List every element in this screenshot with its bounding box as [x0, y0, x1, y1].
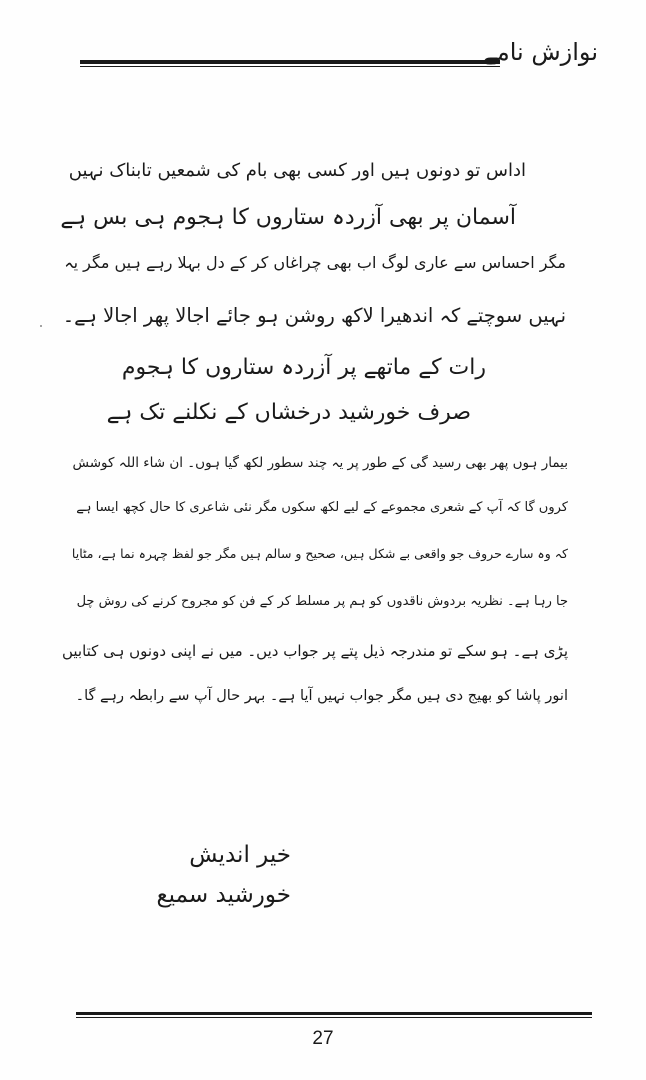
- prose-line-5: پڑی ہے۔ ہو سکے تو مندرجہ ذیل پتے پر جواب دیں۔ میں نے اپنی دونوں ہی کتابیں: [61, 642, 568, 660]
- running-header: [80, 38, 598, 78]
- poem-line-2: آسمان پر بھی آزردہ ستاروں کا ہجوم ہی بس ہے: [60, 205, 516, 230]
- poem-line-3: مگر احساس سے عاری لوگ اب بھی چراغاں کر کے دل بہلا رہے ہیں مگر یہ: [64, 253, 566, 272]
- prose-line-6: انور پاشا کو بھیج دی ہیں مگر جواب نہیں آیا ہے۔ بہر حال آپ سے رابطہ رہے گا۔: [75, 688, 568, 704]
- signature-name: خورشید سمیع: [156, 882, 291, 908]
- prose-line-4: جا رہا ہے۔ نظریہ بردوش ناقدوں کو ہم پر مسلط کر کے فن کو مجروح کرنے کی روش چل: [76, 594, 568, 609]
- prose-line-1: بیمار ہوں پھر بھی رسید گی کے طور پر یہ چند سطور لکھ گیا ہوں۔ ان شاء اللہ کوشش: [72, 455, 568, 471]
- prose-line-2: کروں گا کہ آپ کے شعری مجموعے کے لیے لکھ سکوں مگر نئی شاعری کا حال کچھ ایسا ہے: [76, 500, 568, 515]
- header-rule: [80, 60, 500, 67]
- poem-line-5: رات کے ماتھے پر آزردہ ستاروں کا ہجوم: [121, 355, 486, 380]
- prose-line-3: کہ وہ سارے حروف جو واقعی بے شکل ہیں، صحیح و سالم ہیں مگر جو لفظ چہرہ نما ہے، مٹایا: [71, 546, 568, 561]
- poem-line-1: اداس تو دونوں ہیں اور کسی بھی بام کی شمعیں تابناک نہیں: [68, 160, 526, 181]
- page-number: 27: [312, 1028, 334, 1049]
- signature-closing: خیر اندیش: [189, 842, 291, 868]
- footer-rule: [76, 1012, 592, 1018]
- poem-line-6: صرف خورشید درخشاں کے نکلنے تک ہے: [106, 400, 471, 425]
- poem-line-4: نہیں سوچتے کہ اندھیرا لاکھ روشن ہو جائے اجالا پھر اجالا ہے۔: [62, 304, 566, 327]
- running-header-title: نوازش نامے: [482, 38, 598, 66]
- scan-speck: [40, 325, 42, 327]
